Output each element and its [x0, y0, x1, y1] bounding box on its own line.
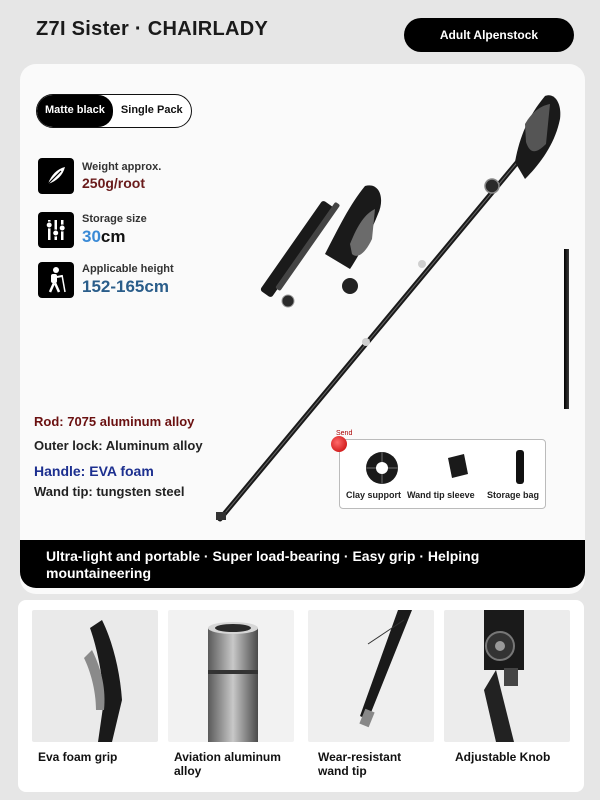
feature-label-knob: Adjustable Knob [455, 750, 551, 764]
send-label: Send [336, 430, 353, 437]
feature-thumb-grip [32, 610, 158, 742]
accessory-clay-support: Clay support [346, 490, 402, 500]
feature-label-grip: Eva foam grip [38, 750, 118, 764]
spec-height-label: Applicable height [82, 263, 174, 275]
spec-height-value: 152-165cm [82, 277, 169, 296]
feature-label-aluminum: Aviation aluminum alloy [174, 750, 281, 778]
feature-gallery [18, 600, 584, 792]
tab-single-pack[interactable]: Single Pack [120, 104, 183, 116]
send-badge-icon [331, 436, 347, 452]
feature-thumb-tip [308, 610, 434, 742]
material-tip: Wand tip: tungsten steel [34, 484, 185, 499]
trekking-pole-image [20, 64, 585, 594]
feature-banner: Ultra-light and portable · Super load-bearing · Easy grip · Helping mountaineering [20, 540, 585, 588]
material-outer-lock: Outer lock: Aluminum alloy [34, 438, 203, 453]
accessories-images [340, 440, 547, 490]
product-card [20, 64, 585, 594]
brand-title: Z7I Sister · CHAIRLADY [36, 18, 269, 40]
tab-matte-black[interactable]: Matte black [37, 95, 113, 127]
spec-weight-label: Weight approx. [82, 161, 162, 173]
material-rod: Rod: 7075 aluminum alloy [34, 414, 195, 429]
accessory-storage-bag: Storage bag [487, 490, 540, 500]
product-type-badge: Adult Alpenstock [404, 18, 574, 52]
accessory-tip-sleeve: Wand tip sleeve [407, 490, 475, 500]
feature-label-tip: Wear-resistant wand tip [318, 750, 402, 778]
feature-thumb-knob [444, 610, 570, 742]
spec-storage-number: 30 [82, 227, 101, 246]
spec-storage-unit: cm [100, 227, 126, 246]
material-handle: Handle: EVA foam [34, 463, 154, 479]
feature-thumb-aluminum [168, 610, 294, 742]
spec-weight-value: 250g/root [82, 175, 146, 191]
spec-storage-label: Storage size [82, 213, 147, 225]
accessories-box [339, 439, 546, 509]
